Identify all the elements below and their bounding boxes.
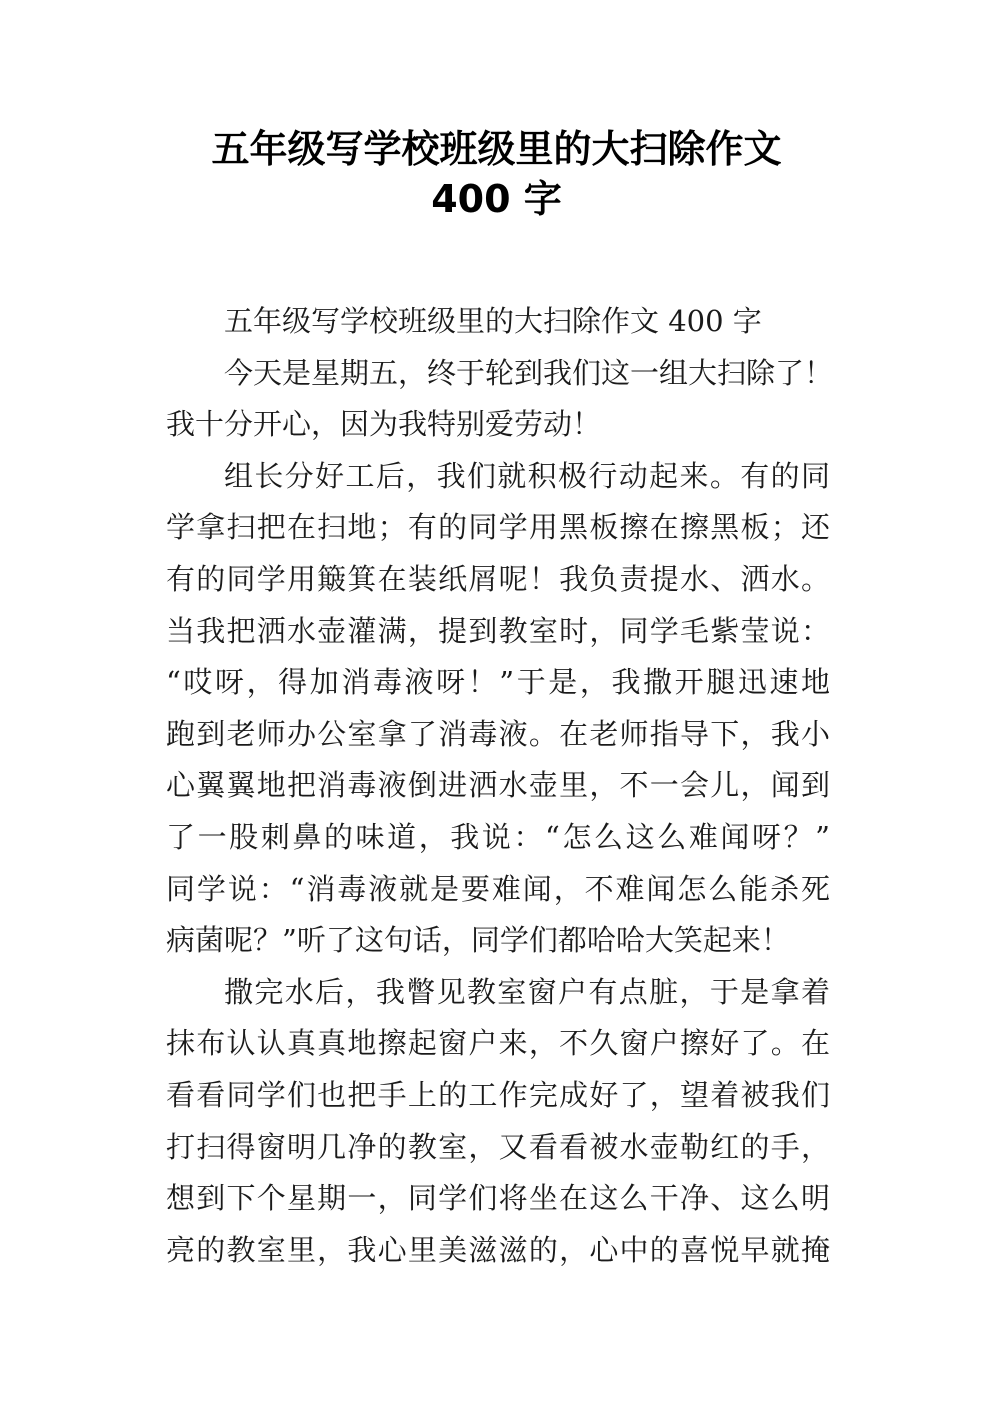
text-line: 学拿扫把在扫地；有的同学用黑板擦在擦黑板；还 — [166, 510, 830, 545]
text-line: 想到下个星期一，同学们将坐在这么干净、这么明 — [166, 1181, 830, 1216]
text-line: 今天是星期五，终于轮到我们这一组大扫除了！ — [224, 355, 834, 390]
text-line: 我十分开心，因为我特别爱劳动！ — [166, 407, 602, 442]
text-line: “哎呀，得加消毒液呀！”于是，我撒开腿迅速地 — [166, 665, 830, 700]
text-line: 病菌呢？”听了这句话，同学们都哈哈大笑起来！ — [166, 923, 790, 958]
text-line: 当我把洒水壶灌满，提到教室时，同学毛紫莹说： — [166, 613, 830, 648]
document-title-line-1: 五年级写学校班级里的大扫除作文 — [211, 127, 782, 171]
text-line: 有的同学用簸箕在装纸屑呢！我负责提水、洒水。 — [166, 562, 830, 596]
text-line: 看看同学们也把手上的工作完成好了，望着被我们 — [166, 1078, 830, 1112]
text-line: 五年级写学校班级里的大扫除作文 400 字 — [224, 304, 762, 338]
text-line: 抹布认认真真地擦起窗户来，不久窗户擦好了。在 — [166, 1026, 830, 1061]
text-line: 撒完水后，我瞥见教室窗户有点脏，于是拿着 — [224, 974, 830, 1009]
text-line: 心翼翼地把消毒液倒进洒水壶里，不一会儿，闻到 — [166, 768, 830, 803]
text-line: 亮的教室里，我心里美滋滋的，心中的喜悦早就掩 — [166, 1232, 830, 1267]
text-line: 同学说：“消毒液就是要难闻，不难闻怎么能杀死 — [166, 871, 830, 906]
document-title-line-2: 400 字 — [431, 177, 562, 221]
text-line: 跑到老师办公室拿了消毒液。在老师指导下，我小 — [166, 716, 830, 751]
text-line: 组长分好工后，我们就积极行动起来。有的同 — [224, 458, 830, 493]
text-line: 了一股刺鼻的味道，我说：“怎么这么难闻呀？” — [166, 820, 830, 854]
text-line: 打扫得窗明几净的教室，又看看被水壶勒红的手， — [166, 1129, 830, 1164]
